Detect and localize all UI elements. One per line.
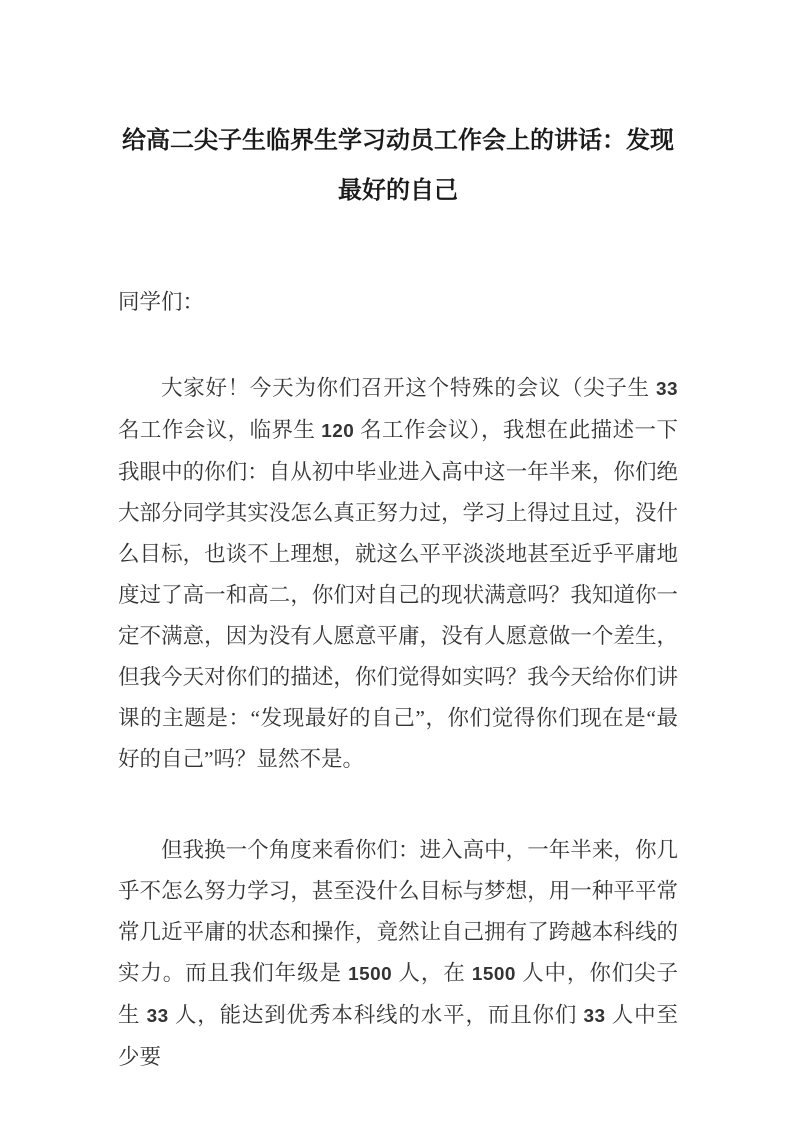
paragraph-2: 但我换一个角度来看你们：进入高中，一年半来，你几乎不怎么努力学习，甚至没什么目标与梦想，用一种平平常常几近平庸的状态和操作，竟然让自己拥有了跨越本科线的实力。而且我们年级是 1500 人，在 1500 人中，你们尖子生 33 人，能达到优秀本科线的水平，而且你们 33 人中至少要	[118, 838, 678, 1069]
salutation: 同学们：	[118, 290, 205, 314]
western-numeral: 1500	[348, 964, 393, 985]
western-numeral: 120	[321, 421, 355, 442]
western-numeral: 33	[583, 1006, 606, 1027]
paragraph-1: 大家好！今天为你们召开这个特殊的会议（尖子生 33 名工作会议，临界生 120 名工作会议），我想在此描述一下我眼中的你们：自从初中毕业进入高中这一年半来，你们绝大部分同学其实没怎么真正努力过，学习上得过且过，没什么目标，也谈不上理想，就这么平平淡淡地甚至近乎平庸地度过了高一和高二，你们对自己的现状满意吗？我知道你一定不满意，因为没有人愿意平庸，没有人愿意做一个差生，但我今天对你们的描述，你们觉得如实吗？我今天给你们讲课的主题是：“发现最好的自己”，你们觉得你们现在是“最好的自己”吗？显然不是。	[118, 376, 678, 771]
document-title: 给高二尖子生临界生学习动员工作会上的讲话：发现最好的自己	[122, 128, 674, 204]
western-numeral: 33	[655, 379, 678, 400]
western-numeral: 33	[146, 1006, 169, 1027]
western-numeral: 1500	[471, 964, 516, 985]
